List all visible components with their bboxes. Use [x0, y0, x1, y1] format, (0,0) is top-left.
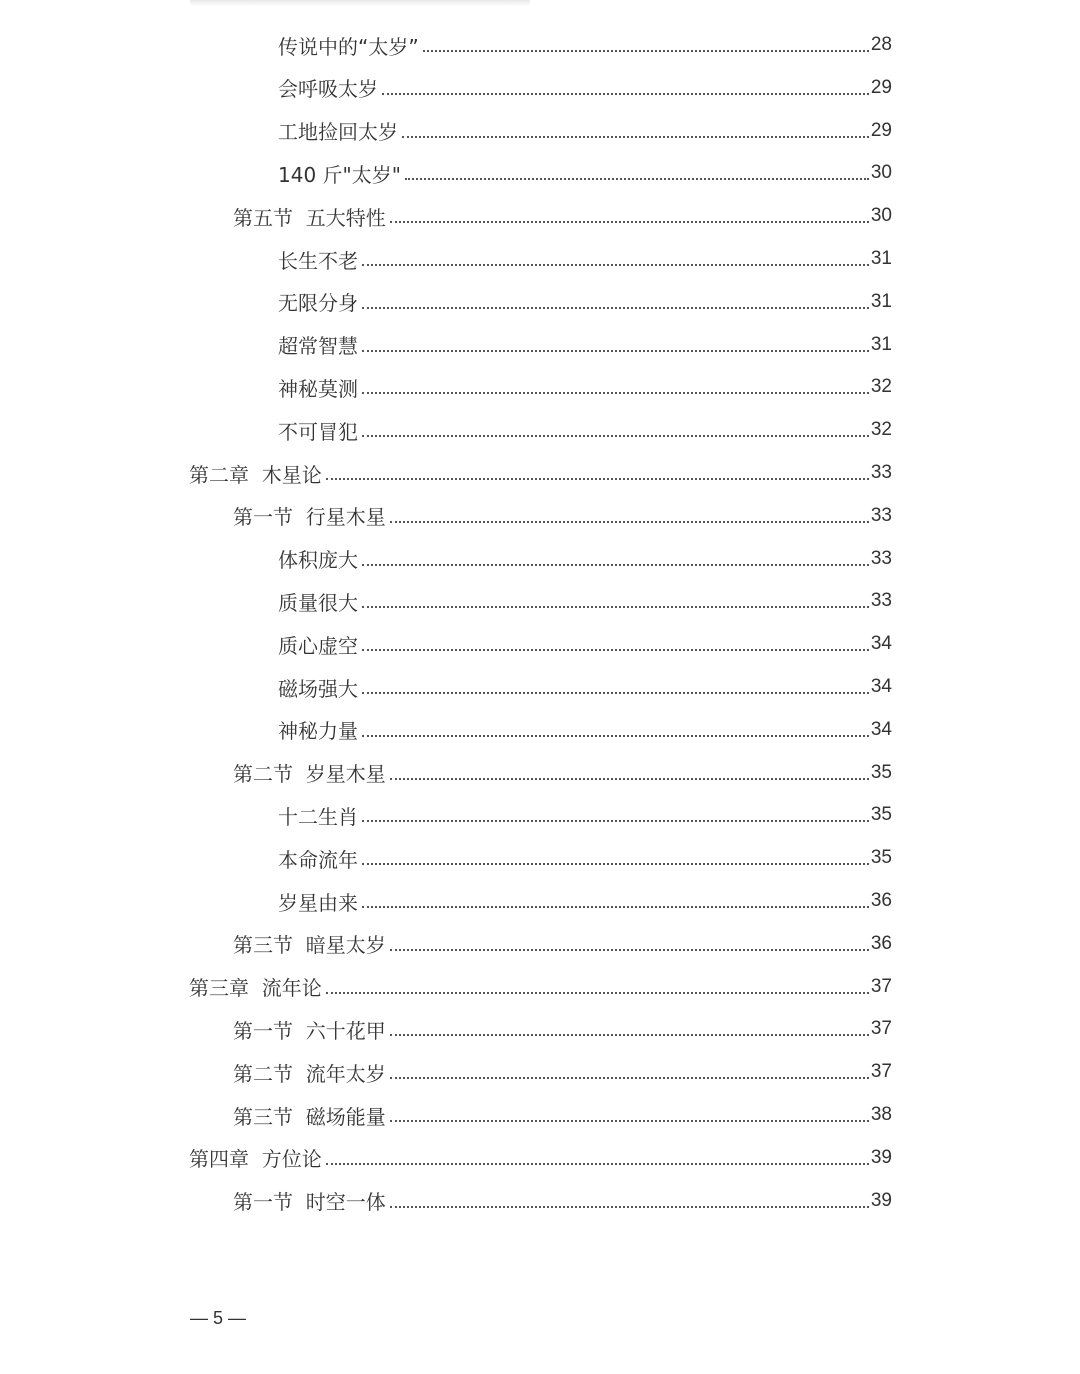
toc-entry[interactable] [278, 24, 892, 66]
toc-page: 32 [870, 419, 892, 441]
toc-title: 神秘力量 [278, 719, 358, 744]
toc-page: 30 [870, 162, 892, 184]
toc-title: 质心虚空 [278, 633, 358, 658]
toc-entry[interactable] [278, 794, 892, 836]
toc-page: 37 [870, 1018, 892, 1040]
toc-title: 质量很大 [278, 590, 358, 615]
toc-entry[interactable] [278, 580, 892, 622]
dot-leader [390, 1077, 869, 1079]
dot-leader [405, 178, 869, 180]
toc-entry[interactable] [278, 880, 892, 922]
toc-page: 33 [870, 462, 892, 483]
toc-title: 第三章 流年论 [189, 976, 322, 1001]
toc-page: 34 [870, 718, 892, 740]
toc-title: 长生不老 [278, 248, 358, 273]
toc-title: 140 斤"太岁" [278, 162, 401, 187]
toc-entry[interactable] [233, 752, 892, 794]
toc-title: 第五节 五大特性 [233, 205, 386, 230]
toc-page: 37 [870, 975, 892, 997]
dot-leader [390, 221, 869, 223]
toc-entry[interactable] [278, 623, 892, 665]
toc-page: 30 [870, 205, 892, 227]
toc-title: 十二生肖 [278, 804, 358, 829]
dot-leader [390, 1034, 869, 1036]
toc-entry[interactable] [233, 1180, 892, 1222]
toc-title: 第二节 岁星木星 [233, 762, 386, 787]
toc-entry[interactable] [189, 1137, 892, 1179]
toc-title: 无限分身 [278, 291, 358, 316]
toc-title: 会呼吸太岁 [278, 77, 378, 102]
toc-entry[interactable] [233, 195, 892, 237]
page-number: — 5 — [190, 1308, 247, 1328]
toc-entry[interactable] [278, 709, 892, 751]
toc-title: 第二章 木星论 [189, 462, 322, 487]
toc-entry[interactable] [278, 110, 892, 152]
dot-leader [362, 392, 869, 394]
dot-leader [326, 1163, 869, 1165]
toc-entry[interactable] [233, 1008, 892, 1050]
toc-entry[interactable] [278, 366, 892, 408]
toc-page: 33 [870, 504, 892, 526]
toc-page: 39 [870, 1146, 892, 1168]
toc-entry[interactable] [233, 923, 892, 965]
toc-entry[interactable] [278, 324, 892, 366]
toc-page: 37 [870, 1061, 892, 1083]
dot-leader [362, 906, 869, 908]
dot-leader [362, 435, 869, 437]
toc-entry[interactable] [233, 1051, 892, 1093]
toc-entry[interactable] [278, 409, 892, 451]
toc-title: 体积庞大 [278, 548, 358, 573]
toc-entry[interactable] [233, 1094, 892, 1136]
dot-leader [390, 949, 869, 951]
toc-title: 岁星由来 [278, 890, 358, 915]
toc-entry[interactable] [278, 538, 892, 580]
toc-page: 35 [870, 804, 892, 826]
toc-page: 39 [870, 1189, 892, 1211]
toc-entry[interactable] [189, 966, 892, 1008]
toc-title: 工地捡回太岁 [278, 120, 398, 145]
toc-title: 第四章 方位论 [189, 1147, 322, 1172]
dot-leader [362, 307, 869, 309]
dot-leader [390, 778, 869, 780]
toc-title: 本命流年 [278, 847, 358, 872]
dot-leader [362, 863, 869, 865]
dot-leader [362, 606, 869, 608]
toc-page: 34 [870, 676, 892, 697]
toc-page: 38 [870, 1104, 892, 1125]
toc-entry[interactable] [278, 666, 892, 708]
dot-leader [402, 136, 869, 138]
toc-page: 31 [870, 333, 892, 355]
toc-page: 33 [870, 590, 892, 612]
dot-leader [362, 820, 869, 822]
dot-leader [362, 649, 869, 651]
dot-leader [390, 1206, 869, 1208]
toc-title: 第二节 流年太岁 [233, 1061, 386, 1086]
toc-page: 36 [870, 932, 892, 954]
toc-title: 磁场强大 [278, 676, 358, 701]
dot-leader [390, 1120, 869, 1122]
toc-page: 35 [870, 847, 892, 869]
toc-page: 35 [870, 761, 892, 783]
dot-leader [326, 992, 869, 994]
toc-page: 36 [870, 890, 892, 911]
toc-entry[interactable] [233, 495, 892, 537]
dot-leader [362, 264, 869, 266]
dot-leader [362, 350, 869, 352]
toc-page: 32 [870, 376, 892, 398]
toc-entry[interactable] [278, 152, 892, 194]
toc-page: 29 [870, 119, 892, 141]
dot-leader [362, 564, 869, 566]
dot-leader [326, 478, 869, 480]
toc-title: 第三节 磁场能量 [233, 1104, 386, 1129]
dot-leader [362, 692, 869, 694]
toc-title: 超常智慧 [278, 334, 358, 359]
toc-page: 33 [870, 547, 892, 569]
toc-page: 29 [870, 76, 892, 98]
toc-entry[interactable] [278, 238, 892, 280]
toc-title: 第三节 暗星太岁 [233, 933, 386, 958]
toc-entry[interactable] [278, 67, 892, 109]
top-edge [190, 0, 530, 6]
toc-page: 31 [870, 290, 892, 312]
toc-entry[interactable] [278, 837, 892, 879]
toc-title: 不可冒犯 [278, 419, 358, 444]
toc-entry[interactable] [189, 452, 892, 494]
toc-title: 第一节 行星木星 [233, 505, 386, 530]
toc-title: 第一节 六十花甲 [233, 1018, 386, 1043]
dot-leader [423, 50, 869, 52]
toc-title: 神秘莫测 [278, 376, 358, 401]
toc-page: 34 [870, 633, 892, 655]
toc-entry[interactable] [278, 281, 892, 323]
toc-title: 第一节 时空一体 [233, 1190, 386, 1215]
dot-leader [390, 521, 869, 523]
toc-page: 28 [870, 34, 892, 55]
dot-leader [362, 735, 869, 737]
toc-title: 传说中的“太岁” [278, 34, 419, 59]
dot-leader [382, 93, 869, 95]
toc-page: 31 [870, 248, 892, 269]
